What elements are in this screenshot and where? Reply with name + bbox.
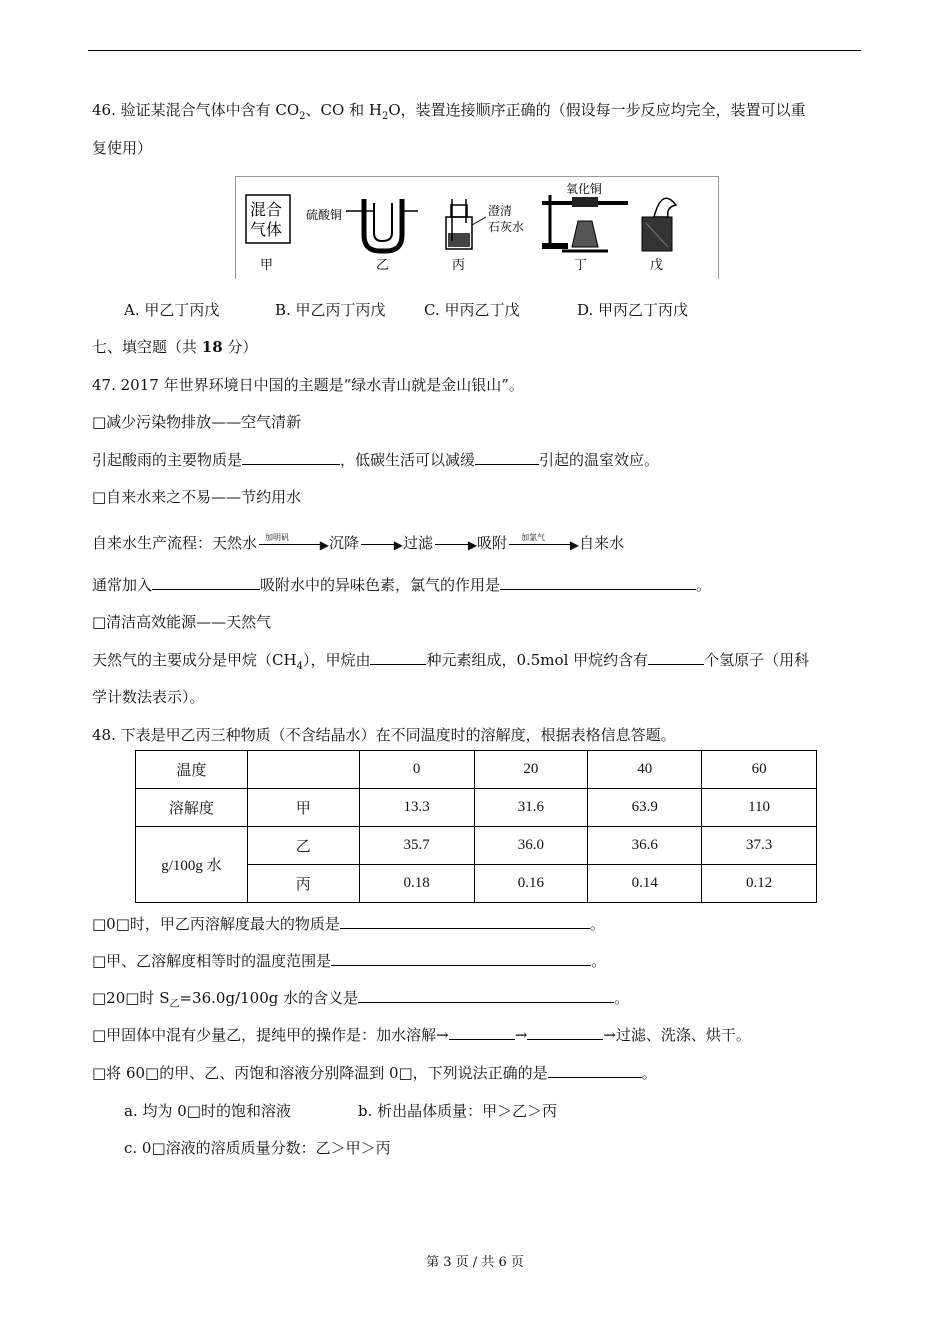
option-c: C. 甲丙乙丁戊 (424, 301, 520, 319)
answer-blank[interactable] (527, 1025, 603, 1040)
q46-line1: 46. 验证某混合气体中含有 $CO_2$、CO 和 $H_2O$，装置连接顺序正确的（假设每一步反应均完全，装置可以重 (92, 101, 806, 122)
answer-blank[interactable] (548, 1063, 642, 1078)
q48-sub1: □0□时，甲乙丙溶解度最大的物质是 。 (92, 915, 605, 933)
option-d: D. 甲丙乙丁丙戊 (577, 301, 689, 319)
limewater-label-2: 石灰水 (488, 220, 525, 234)
arrow-plain: ▶ (433, 537, 477, 551)
q47-part3-heading: □清洁高效能源——天然气 (92, 613, 272, 631)
q48-intro: 48. 下表是甲乙丙三种物质（不含结晶水）在不同温度时的溶解度，根据表格信息答题。 (92, 726, 676, 744)
option-a: A. 甲乙丁丙戊 (124, 301, 220, 319)
q47-part1-heading: □减少污染物排放——空气清新 (92, 413, 302, 431)
answer-blank[interactable] (648, 650, 704, 665)
q48-sub4: □甲固体中混有少量乙，提纯甲的操作是：加水溶解→ → →过滤、洗涤、烘干。 (92, 1026, 751, 1044)
q47-part2-question: 通常加入 吸附水中的异味色素，氯气的作用是 。 (92, 576, 712, 594)
mixed-gas-label-2: 气体 (250, 220, 283, 239)
q46-line2: 复使用） (92, 139, 153, 157)
limewater-label-1: 澄清 (488, 204, 513, 218)
q47-part3-line2: 学计数法表示）。 (92, 688, 205, 706)
temp-header: 40 (588, 751, 702, 789)
q48-option-c: c. 0□溶液的溶质质量分数：乙＞甲＞丙 (124, 1139, 391, 1157)
table-cell: 13.3 (359, 789, 474, 827)
table-cell: 0.18 (359, 865, 474, 903)
copper-oxide-label: 氧化铜 (566, 182, 603, 196)
q48-sub3: □20□时 $S_乙=36.0g/100g$ 水的含义是 。 (92, 989, 630, 1010)
table-cell: 36.6 (588, 827, 702, 865)
answer-blank[interactable] (331, 951, 591, 966)
section-heading: 七、填空题（共 18 分） (92, 338, 258, 356)
answer-blank[interactable] (449, 1025, 515, 1040)
answer-blank[interactable] (152, 575, 260, 590)
row-label-solubility: 溶解度 (136, 789, 248, 827)
apparatus-drawing (236, 177, 718, 279)
table-cell: 31.6 (474, 789, 588, 827)
apparatus-figure (235, 176, 719, 279)
label-wu: 戊 (650, 258, 664, 273)
answer-blank[interactable] (370, 650, 426, 665)
table-cell: 0.14 (588, 865, 702, 903)
label-yi: 乙 (376, 258, 390, 273)
q47-part3-question: 天然气的主要成分是甲烷$(CH_4)$，甲烷由 种元素组成，0.5mol 甲烷约含有 个氢原子（用科 (92, 651, 810, 672)
answer-blank[interactable] (475, 450, 539, 465)
answer-blank[interactable] (340, 914, 590, 929)
arrow-alum: 加明矾 ▶ (257, 537, 329, 551)
table-row (136, 827, 817, 865)
table-cell: 37.3 (702, 827, 817, 865)
water-flow: 自来水生产流程：天然水 加明矾 ▶ 沉降 ▶ 过滤 ▶ 吸附 加氯气 ▶ 自来水 (92, 533, 625, 552)
q48-sub2: □甲、乙溶解度相等时的温度范围是 。 (92, 952, 607, 970)
temp-header: 0 (359, 751, 474, 789)
substance-name: 甲 (247, 789, 359, 827)
option-b: B. 甲乙丙丁丙戊 (275, 301, 386, 319)
table-cell: 36.0 (474, 827, 588, 865)
substance-name: 乙 (247, 827, 359, 865)
q48-option-a: a. 均为 0□时的饱和溶液 (124, 1102, 291, 1120)
q48-sub5: □将 60□的甲、乙、丙饱和溶液分别降温到 0□，下列说法正确的是 。 (92, 1064, 657, 1082)
table-cell: 0.16 (474, 865, 588, 903)
table-cell: 63.9 (588, 789, 702, 827)
header-empty (247, 751, 359, 789)
temp-header: 60 (702, 751, 817, 789)
row-label-unit: g/100g 水 (136, 827, 248, 903)
answer-blank[interactable] (500, 575, 696, 590)
q47-part1-question: 引起酸雨的主要物质是 ，低碳生活可以减缓 引起的温室效应。 (92, 451, 660, 469)
label-jia: 甲 (260, 258, 274, 273)
substance-name: 丙 (247, 865, 359, 903)
label-ding: 丁 (574, 258, 588, 273)
table-header-row (136, 751, 817, 789)
table-cell: 0.12 (702, 865, 817, 903)
header-rule (88, 50, 861, 51)
q47-intro: 47. 2017 年世界环境日中国的主题是“绿水青山就是金山银山”。 (92, 376, 524, 394)
answer-blank[interactable] (358, 988, 614, 1003)
solubility-table (135, 750, 817, 903)
header-label: 温度 (136, 751, 248, 789)
table-cell: 110 (702, 789, 817, 827)
q48-option-b: b. 析出晶体质量：甲＞乙＞丙 (358, 1102, 558, 1120)
mixed-gas-label-1: 混合 (250, 200, 283, 219)
q47-part2-heading: □自来水来之不易——节约用水 (92, 488, 302, 506)
page-footer: 第 3 页 / 共 6 页 (426, 1255, 524, 1270)
table-row (136, 789, 817, 827)
temp-header: 20 (474, 751, 588, 789)
label-bing: 丙 (452, 258, 466, 273)
arrow-chlorine: 加氯气 ▶ (507, 537, 579, 551)
arrow-plain: ▶ (359, 537, 403, 551)
table-cell: 35.7 (359, 827, 474, 865)
copper-sulfate-label: 硫酸铜 (306, 208, 343, 222)
answer-blank[interactable] (242, 450, 340, 465)
